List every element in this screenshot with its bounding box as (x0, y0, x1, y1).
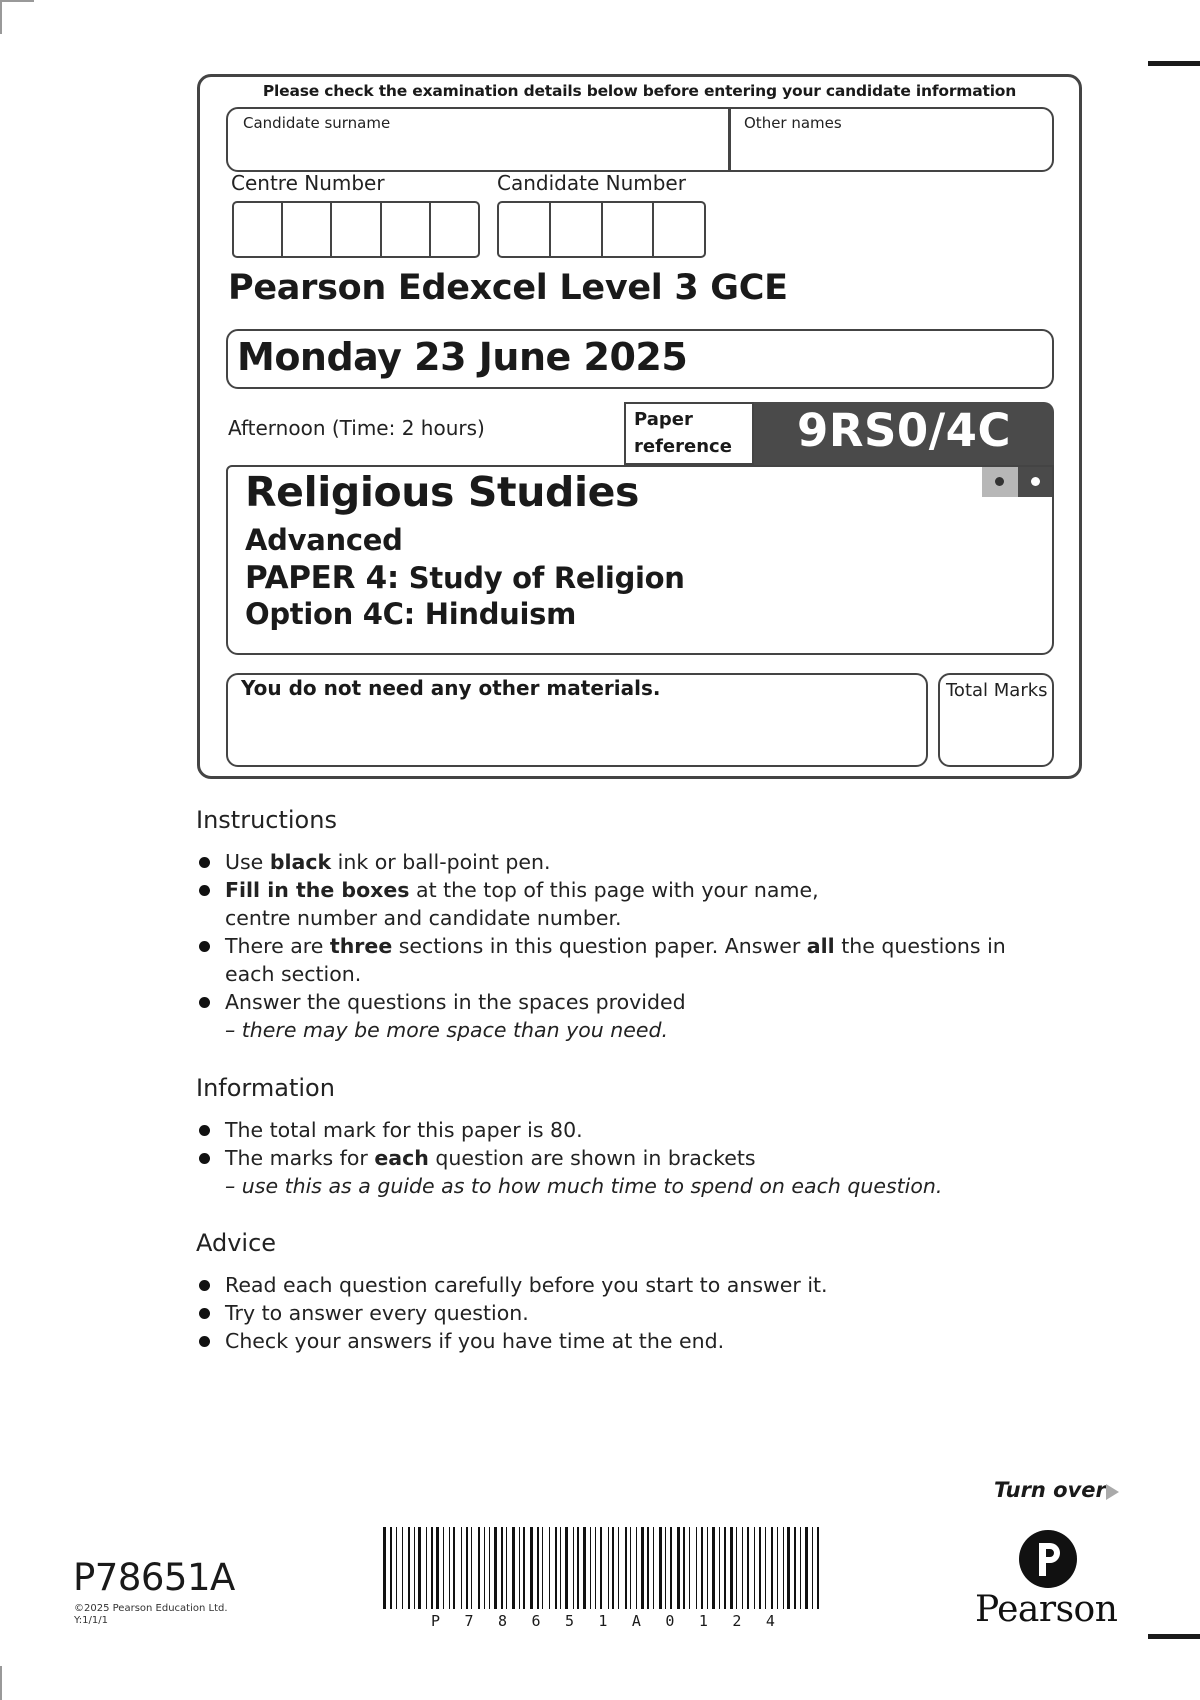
digit-box[interactable] (603, 203, 655, 256)
digit-box[interactable] (332, 203, 381, 256)
paper-code: 9RS0/4C (797, 404, 1011, 457)
barcode-bar (494, 1527, 497, 1609)
list-item: The total mark for this paper is 80. (197, 1116, 1097, 1144)
barcode-bar (478, 1527, 480, 1609)
barcode-bar (618, 1527, 619, 1609)
copyright-line: ©2025 Pearson Education Ltd. (74, 1603, 228, 1614)
digit-box[interactable] (431, 203, 478, 256)
paper-title (245, 560, 685, 596)
barcode-bar (414, 1527, 415, 1609)
paper-reference-line2: reference (634, 436, 732, 457)
copyright (74, 1603, 228, 1627)
barcode-bar (431, 1527, 433, 1609)
dot-icon (995, 477, 1004, 486)
barcode-digit: 4 (765, 1612, 775, 1630)
barcode-bar (742, 1527, 743, 1609)
paper-reference-label (634, 406, 732, 460)
paper-reference-line1: Paper (634, 409, 693, 430)
turn-over-label: Turn over (994, 1478, 1106, 1502)
barcode-bar (489, 1527, 490, 1609)
barcode-bar (501, 1527, 503, 1609)
barcode-bar (555, 1527, 557, 1609)
centre-number-label: Centre Number (231, 171, 385, 195)
barcode-digits (383, 1612, 823, 1630)
barcode-bar (506, 1527, 507, 1609)
list-item: Answer the questions in the spaces provided – there may be more space than you need. (197, 988, 1077, 1044)
barcode-bar (449, 1527, 450, 1609)
barcode-bar (530, 1527, 533, 1609)
barcode-bar (759, 1527, 761, 1609)
option-prefix: Option 4C: (245, 597, 415, 631)
barcode-bar (754, 1527, 755, 1609)
copyright-code: Y:1/1/1 (74, 1615, 108, 1626)
barcode-bar (783, 1527, 784, 1609)
barcode-digit: 6 (531, 1612, 541, 1630)
barcode-digit: 1 (598, 1612, 608, 1630)
barcode-bar (800, 1527, 801, 1609)
barcode-bar (817, 1527, 819, 1609)
centre-number-boxes[interactable] (232, 201, 480, 258)
dot-icon (1031, 477, 1040, 486)
barcode-bar (701, 1527, 703, 1609)
barcode-bar (625, 1527, 627, 1609)
list-item: Use black ink or ball-point pen. (197, 848, 1077, 876)
pearson-logo-icon (1019, 1530, 1077, 1588)
exam-session: Afternoon (Time: 2 hours) (228, 416, 485, 440)
barcode-bar (523, 1527, 525, 1609)
barcode-bar (636, 1527, 637, 1609)
list-item: Fill in the boxes at the top of this page with your name, centre number and candidate number. (197, 876, 1077, 932)
barcode-bar (777, 1527, 778, 1609)
barcode-bar (390, 1527, 392, 1609)
pearson-p-glyph (1019, 1530, 1077, 1588)
barcode-bar (736, 1527, 737, 1609)
information-heading: Information (196, 1074, 335, 1102)
barcode-bar (590, 1527, 591, 1609)
barcode-bar (512, 1527, 515, 1609)
barcode-bar (730, 1527, 733, 1609)
list-item: The marks for each question are shown in brackets – use this as a guide as to how much time to spend on each question. (197, 1144, 1097, 1200)
margin-mark (1148, 1634, 1200, 1639)
barcode-bar (408, 1527, 410, 1609)
barcode-bar (461, 1527, 462, 1609)
barcode-bar (712, 1527, 715, 1609)
instructions-heading: Instructions (196, 806, 337, 834)
barcode-bar (537, 1527, 539, 1609)
digit-box[interactable] (654, 203, 704, 256)
digit-box[interactable] (382, 203, 431, 256)
barcode-bar (683, 1527, 685, 1609)
list-item: Check your answers if you have time at the end. (197, 1327, 1077, 1355)
corner-mark (0, 0, 2, 34)
barcode-bar (426, 1527, 427, 1609)
barcode-bar (765, 1527, 766, 1609)
barcode-digit: 7 (464, 1612, 474, 1630)
barcode-bar (608, 1527, 609, 1609)
barcode-bar (573, 1527, 574, 1609)
name-divider (728, 107, 731, 172)
barcode-bar (466, 1527, 468, 1609)
digit-box[interactable] (499, 203, 551, 256)
barcode-bar (418, 1527, 421, 1609)
list-item: Read each question carefully before you start to answer it. (197, 1271, 1077, 1299)
list-item: Try to answer every question. (197, 1299, 1077, 1327)
total-marks-label: Total Marks (946, 680, 1048, 701)
barcode (383, 1527, 823, 1609)
barcode-bar (443, 1527, 444, 1609)
barcode-bar (647, 1527, 649, 1609)
pearson-logo-word: Pearson (975, 1589, 1118, 1630)
barcode-bar (812, 1527, 813, 1609)
barcode-bar (771, 1527, 773, 1609)
barcode-bar (747, 1527, 749, 1609)
digit-box[interactable] (551, 203, 603, 256)
barcode-bar (549, 1527, 550, 1609)
barcode-bar (641, 1527, 644, 1609)
barcode-digit: 5 (564, 1612, 574, 1630)
digit-box[interactable] (283, 203, 332, 256)
information-list (197, 1116, 1097, 1200)
exam-date: Monday 23 June 2025 (237, 335, 688, 379)
option-name: Hinduism (414, 597, 577, 631)
barcode-bar (665, 1527, 666, 1609)
barcode-bar (670, 1527, 672, 1609)
barcode-bar (595, 1527, 596, 1609)
barcode-digit: 0 (665, 1612, 675, 1630)
barcode-bar (696, 1527, 697, 1609)
arrow-right-icon (1106, 1484, 1119, 1500)
candidate-number-label: Candidate Number (497, 171, 686, 195)
candidate-surname-label: Candidate surname (243, 114, 391, 132)
barcode-bar (436, 1527, 439, 1609)
paper-reference-code: P78651A (73, 1556, 235, 1599)
subject-title: Religious Studies (245, 468, 640, 516)
barcode-bar (542, 1527, 543, 1609)
barcode-bar (484, 1527, 485, 1609)
materials-note: You do not need any other materials. (241, 676, 661, 700)
barcode-bar (612, 1527, 614, 1609)
barcode-bar (453, 1527, 455, 1609)
digit-box[interactable] (234, 203, 283, 256)
other-names-label: Other names (744, 114, 842, 132)
margin-mark (1148, 61, 1200, 66)
barcode-bar (583, 1527, 586, 1609)
barcode-bar (659, 1527, 662, 1609)
barcode-bar (653, 1527, 654, 1609)
candidate-number-boxes[interactable] (497, 201, 706, 258)
instructions-list (197, 848, 1077, 1044)
check-note: Please check the examination details below before entering your candidate information (262, 82, 1017, 100)
corner-mark (0, 0, 34, 2)
paper-name: Study of Religion (399, 561, 685, 595)
barcode-bar (677, 1527, 680, 1609)
barcode-digit: A (631, 1612, 641, 1630)
subject-level: Advanced (245, 523, 403, 557)
barcode-bar (805, 1527, 808, 1609)
barcode-bar (600, 1527, 602, 1609)
paper-prefix: PAPER 4: (245, 560, 399, 596)
barcode-bar (402, 1527, 403, 1609)
barcode-bar (794, 1527, 796, 1609)
barcode-bar (707, 1527, 708, 1609)
barcode-bar (724, 1527, 726, 1609)
barcode-bar (560, 1527, 561, 1609)
barcode-bar (719, 1527, 720, 1609)
option-title (245, 597, 576, 631)
barcode-bar (519, 1527, 520, 1609)
barcode-bar (565, 1527, 568, 1609)
barcode-bar (630, 1527, 631, 1609)
barcode-bar (396, 1527, 397, 1609)
barcode-digit: P (431, 1612, 441, 1630)
barcode-digit: 1 (698, 1612, 708, 1630)
barcode-bar (471, 1527, 472, 1609)
corner-mark (0, 1666, 2, 1700)
barcode-bar (383, 1527, 386, 1609)
advice-heading: Advice (196, 1229, 277, 1257)
barcode-bar (787, 1527, 790, 1609)
barcode-bar (577, 1527, 579, 1609)
barcode-bar (689, 1527, 690, 1609)
barcode-digit: 2 (732, 1612, 742, 1630)
advice-list (197, 1271, 1077, 1355)
barcode-digit: 8 (497, 1612, 507, 1630)
qualification-title: Pearson Edexcel Level 3 GCE (228, 268, 788, 308)
list-item: There are three sections in this question paper. Answer all the questions in each section. (197, 932, 1077, 988)
